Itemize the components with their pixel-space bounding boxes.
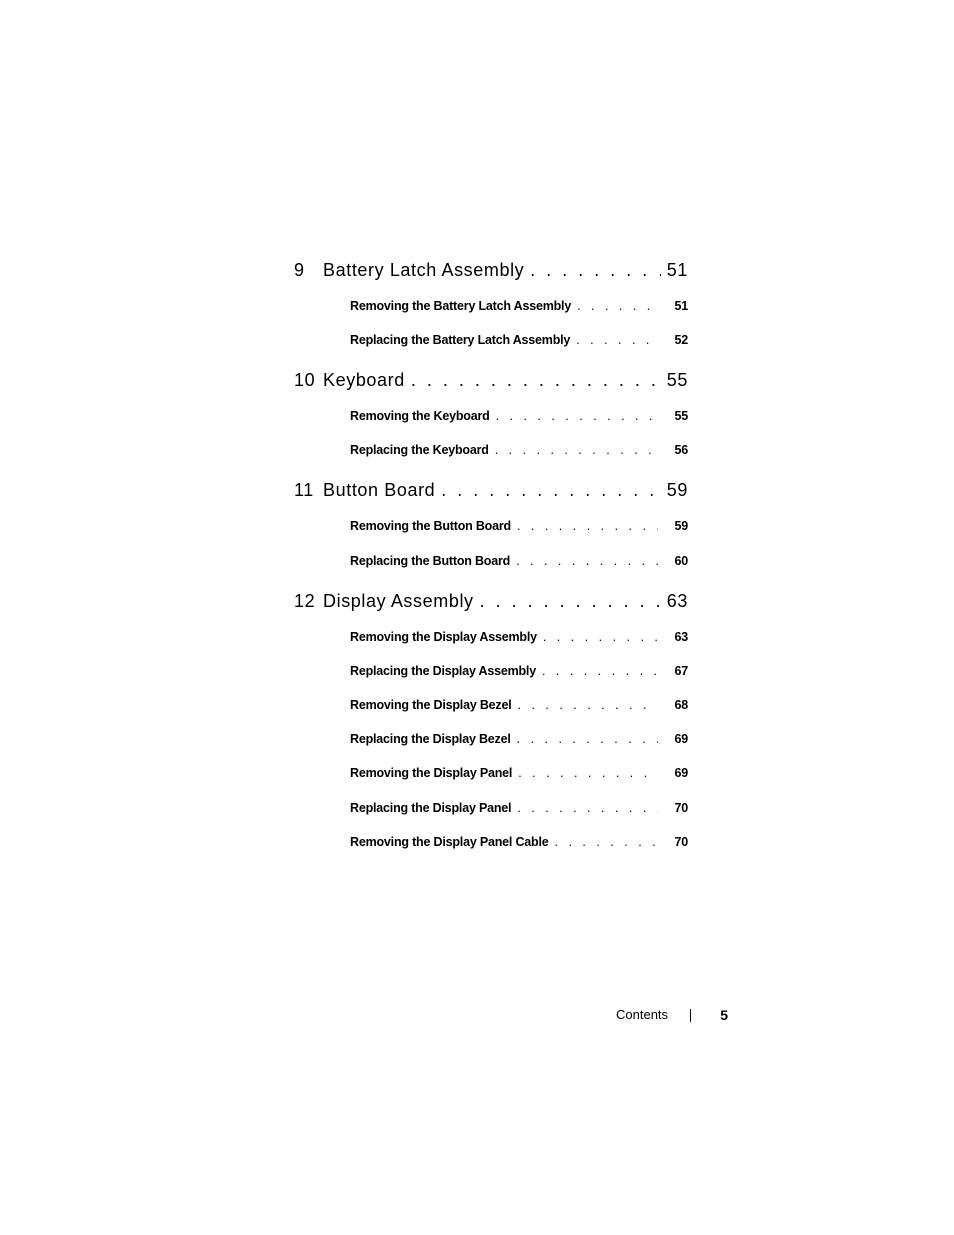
chapter-title: Display Assembly — [323, 590, 474, 611]
chapter-page: 63 — [666, 590, 688, 611]
section-list — [350, 627, 688, 852]
dot-leader — [530, 258, 660, 282]
section-entry[interactable] — [350, 627, 688, 647]
section-entry[interactable] — [350, 832, 688, 852]
section-entry[interactable] — [350, 661, 688, 681]
dot-leader — [518, 763, 658, 783]
chapter-title: Button Board — [323, 480, 436, 501]
chapter-page: 59 — [666, 480, 688, 501]
section-page: 56 — [674, 443, 688, 458]
section-title: Removing the Display Bezel — [350, 697, 512, 712]
section-list — [350, 296, 688, 350]
section-title: Replacing the Display Assembly — [350, 663, 536, 678]
dot-leader — [495, 440, 658, 460]
section-entry[interactable] — [350, 516, 688, 536]
section-page: 70 — [674, 800, 688, 815]
section-title: Replacing the Battery Latch Assembly — [350, 333, 571, 348]
section-title: Replacing the Button Board — [350, 553, 511, 568]
section-page: 52 — [674, 333, 688, 348]
chapter-group — [294, 589, 688, 852]
chapter-number: 11 — [294, 480, 314, 501]
section-page: 69 — [674, 732, 688, 747]
dot-leader — [577, 296, 658, 316]
footer-separator — [690, 1009, 691, 1022]
section-page: 59 — [674, 519, 688, 534]
dot-leader — [576, 330, 658, 350]
section-entry[interactable] — [350, 551, 688, 571]
section-entry[interactable] — [350, 798, 688, 818]
section-entry[interactable] — [350, 729, 688, 749]
section-page: 63 — [674, 629, 688, 644]
chapter-entry[interactable] — [294, 589, 688, 613]
chapter-page: 55 — [666, 370, 688, 391]
dot-leader — [517, 798, 658, 818]
section-title: Removing the Display Panel Cable — [350, 834, 549, 849]
chapter-number: 12 — [294, 590, 316, 611]
section-title: Removing the Display Panel — [350, 766, 513, 781]
section-list — [350, 516, 688, 570]
section-page: 67 — [674, 663, 688, 678]
section-entry[interactable] — [350, 406, 688, 426]
table-of-contents — [294, 258, 688, 870]
chapter-group — [294, 368, 688, 460]
section-list — [350, 406, 688, 460]
section-title: Removing the Button Board — [350, 519, 511, 534]
section-page: 68 — [674, 697, 688, 712]
section-entry[interactable] — [350, 763, 688, 783]
section-page: 55 — [674, 409, 688, 424]
section-title: Replacing the Display Bezel — [350, 732, 511, 747]
footer-label: Contents — [616, 1007, 669, 1022]
chapter-number: 9 — [294, 260, 305, 280]
section-page: 70 — [674, 834, 688, 849]
dot-leader — [555, 832, 658, 852]
section-title: Removing the Keyboard — [350, 409, 490, 424]
chapter-group — [294, 258, 688, 350]
section-entry[interactable] — [350, 330, 688, 350]
chapter-entry[interactable] — [294, 258, 688, 282]
chapter-title: Keyboard — [323, 370, 405, 391]
chapter-group — [294, 478, 688, 570]
section-title: Removing the Battery Latch Assembly — [350, 299, 572, 313]
chapter-number: 10 — [294, 370, 316, 391]
dot-leader — [543, 627, 658, 647]
section-page: 51 — [674, 299, 688, 313]
dot-leader — [411, 368, 661, 392]
dot-leader — [441, 478, 660, 502]
chapter-entry[interactable] — [294, 368, 688, 392]
section-entry[interactable] — [350, 296, 688, 316]
dot-leader — [517, 729, 658, 749]
dot-leader — [516, 551, 658, 571]
section-entry[interactable] — [350, 440, 688, 460]
dot-leader — [518, 695, 658, 715]
dot-leader — [542, 661, 658, 681]
dot-leader — [517, 516, 658, 536]
section-title: Replacing the Keyboard — [350, 443, 489, 458]
chapter-page: 51 — [666, 260, 688, 280]
chapter-entry[interactable] — [294, 478, 688, 502]
section-title: Replacing the Display Panel — [350, 800, 512, 815]
section-title: Removing the Display Assembly — [350, 629, 537, 644]
section-entry[interactable] — [350, 695, 688, 715]
section-page: 69 — [674, 766, 688, 781]
page-footer — [616, 1004, 728, 1026]
chapter-title: Battery Latch Assembly — [323, 260, 525, 280]
section-page: 60 — [674, 553, 688, 568]
footer-page-number: 5 — [720, 1007, 728, 1023]
dot-leader — [480, 589, 661, 613]
dot-leader — [496, 406, 658, 426]
